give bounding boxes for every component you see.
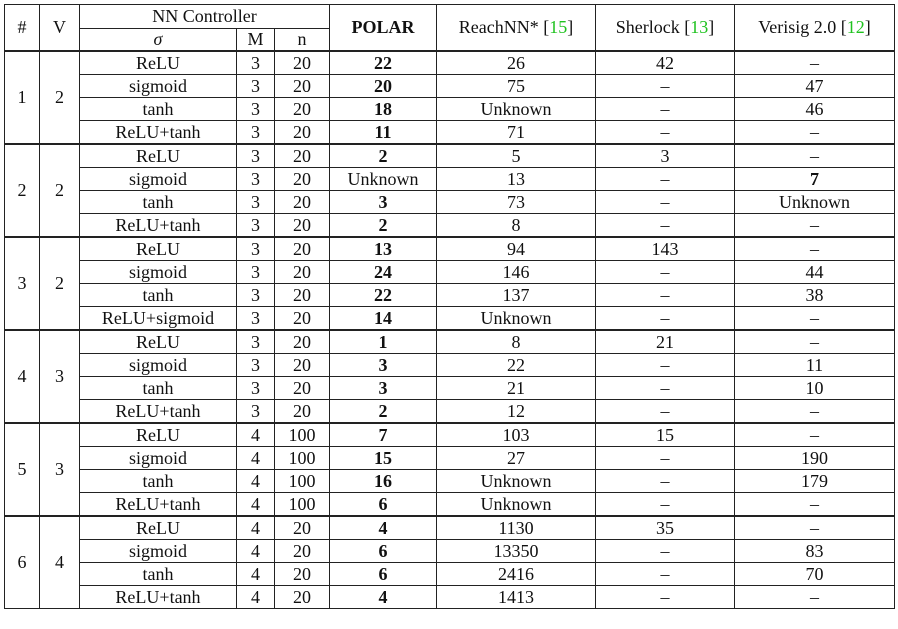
group-v-cell: 2	[40, 144, 80, 237]
polar-cell: 24	[330, 261, 437, 284]
verisig-cell: 46	[735, 98, 895, 121]
table-row	[5, 563, 895, 586]
table-row	[5, 354, 895, 377]
group-v-cell: 2	[40, 237, 80, 330]
polar-cell: 14	[330, 307, 437, 331]
verisig-cell: 83	[735, 540, 895, 563]
sherlock-cell: 21	[596, 330, 735, 354]
verisig-cell: 44	[735, 261, 895, 284]
polar-cell: 3	[330, 354, 437, 377]
polar-cell: 6	[330, 493, 437, 517]
verisig-cell: –	[735, 214, 895, 238]
table-row	[5, 261, 895, 284]
reachnn-cell: 75	[437, 75, 596, 98]
sigma-cell: tanh	[80, 377, 237, 400]
header-verisig	[735, 5, 895, 52]
verisig-cell: 190	[735, 447, 895, 470]
table-body	[5, 51, 895, 609]
verisig-cell: –	[735, 493, 895, 517]
n-cell: 20	[275, 144, 330, 168]
m-cell: 3	[237, 51, 275, 75]
reachnn-cell: 8	[437, 330, 596, 354]
polar-cell: 4	[330, 516, 437, 540]
m-cell: 3	[237, 330, 275, 354]
m-cell: 3	[237, 354, 275, 377]
verisig-cell: 7	[735, 168, 895, 191]
group-index-cell: 6	[5, 516, 40, 609]
table-row	[5, 121, 895, 145]
verisig-cell: 10	[735, 377, 895, 400]
m-cell: 4	[237, 540, 275, 563]
sigma-cell: ReLU	[80, 144, 237, 168]
m-cell: 3	[237, 284, 275, 307]
verisig-cell: –	[735, 423, 895, 447]
table-row	[5, 377, 895, 400]
polar-cell: 2	[330, 144, 437, 168]
polar-cell: 15	[330, 447, 437, 470]
n-cell: 100	[275, 447, 330, 470]
sherlock-cell: –	[596, 261, 735, 284]
sigma-cell: tanh	[80, 98, 237, 121]
sigma-cell: ReLU+tanh	[80, 214, 237, 238]
m-cell: 3	[237, 237, 275, 261]
verisig-cell: –	[735, 237, 895, 261]
verisig-cell: –	[735, 144, 895, 168]
verisig-cell: –	[735, 586, 895, 609]
sherlock-cell: –	[596, 447, 735, 470]
header-v: V	[40, 5, 80, 52]
n-cell: 20	[275, 75, 330, 98]
verisig-cell: 47	[735, 75, 895, 98]
reachnn-cell: 137	[437, 284, 596, 307]
m-cell: 3	[237, 75, 275, 98]
group-v-cell: 4	[40, 516, 80, 609]
verisig-cell: 179	[735, 470, 895, 493]
table-row	[5, 237, 895, 261]
sigma-cell: ReLU+tanh	[80, 493, 237, 517]
header-m: M	[237, 29, 275, 52]
sherlock-cell: –	[596, 586, 735, 609]
polar-cell: 20	[330, 75, 437, 98]
sigma-cell: ReLU	[80, 516, 237, 540]
sigma-cell: tanh	[80, 563, 237, 586]
sherlock-cell: 35	[596, 516, 735, 540]
sherlock-cell: 3	[596, 144, 735, 168]
m-cell: 3	[237, 214, 275, 238]
header-n: n	[275, 29, 330, 52]
reachnn-cell: Unknown	[437, 307, 596, 331]
sherlock-bracket: ]	[708, 17, 715, 37]
sherlock-cell: –	[596, 98, 735, 121]
polar-cell: 18	[330, 98, 437, 121]
polar-cell: 4	[330, 586, 437, 609]
sherlock-ref[interactable]: 13	[690, 17, 709, 37]
m-cell: 3	[237, 400, 275, 424]
m-cell: 3	[237, 191, 275, 214]
polar-cell: 2	[330, 214, 437, 238]
sherlock-cell: –	[596, 284, 735, 307]
table-row	[5, 586, 895, 609]
m-cell: 3	[237, 98, 275, 121]
polar-cell: 13	[330, 237, 437, 261]
sherlock-cell: –	[596, 191, 735, 214]
table-row	[5, 447, 895, 470]
verisig-cell: –	[735, 307, 895, 331]
sherlock-cell: –	[596, 354, 735, 377]
header-nn-controller: NN Controller	[80, 5, 330, 29]
m-cell: 3	[237, 377, 275, 400]
sigma-cell: tanh	[80, 284, 237, 307]
n-cell: 20	[275, 354, 330, 377]
polar-cell: Unknown	[330, 168, 437, 191]
n-cell: 20	[275, 51, 330, 75]
m-cell: 4	[237, 563, 275, 586]
reachnn-cell: 12	[437, 400, 596, 424]
verisig-bracket: ]	[864, 17, 871, 37]
verisig-cell: –	[735, 51, 895, 75]
reachnn-cell: Unknown	[437, 493, 596, 517]
sigma-cell: ReLU	[80, 237, 237, 261]
n-cell: 20	[275, 214, 330, 238]
sherlock-cell: –	[596, 540, 735, 563]
group-index-cell: 4	[5, 330, 40, 423]
reachnn-cell: 1130	[437, 516, 596, 540]
reachnn-cell: Unknown	[437, 470, 596, 493]
group-index-cell: 2	[5, 144, 40, 237]
n-cell: 20	[275, 540, 330, 563]
verisig-cell: –	[735, 516, 895, 540]
n-cell: 20	[275, 98, 330, 121]
polar-cell: 7	[330, 423, 437, 447]
sigma-cell: ReLU+tanh	[80, 121, 237, 145]
sigma-cell: sigmoid	[80, 261, 237, 284]
reachnn-cell: 146	[437, 261, 596, 284]
group-v-cell: 3	[40, 330, 80, 423]
header-polar: POLAR	[330, 5, 437, 52]
sigma-cell: tanh	[80, 191, 237, 214]
n-cell: 20	[275, 191, 330, 214]
polar-cell: 2	[330, 400, 437, 424]
n-cell: 20	[275, 284, 330, 307]
table-row	[5, 540, 895, 563]
verisig-cell: –	[735, 400, 895, 424]
table-row	[5, 191, 895, 214]
reachnn-ref[interactable]: 15	[549, 17, 568, 37]
table-container	[4, 4, 895, 609]
m-cell: 4	[237, 470, 275, 493]
sherlock-cell: –	[596, 307, 735, 331]
sigma-cell: sigmoid	[80, 354, 237, 377]
reachnn-cell: 21	[437, 377, 596, 400]
sherlock-cell: –	[596, 493, 735, 517]
header-reachnn	[437, 5, 596, 52]
group-index-cell: 3	[5, 237, 40, 330]
n-cell: 20	[275, 586, 330, 609]
header-index: #	[5, 5, 40, 52]
n-cell: 20	[275, 563, 330, 586]
sigma-cell: ReLU	[80, 423, 237, 447]
reachnn-cell: 71	[437, 121, 596, 145]
polar-cell: 11	[330, 121, 437, 145]
verisig-cell: 11	[735, 354, 895, 377]
verisig-cell: –	[735, 121, 895, 145]
sherlock-cell: –	[596, 377, 735, 400]
n-cell: 20	[275, 516, 330, 540]
m-cell: 4	[237, 423, 275, 447]
sherlock-cell: –	[596, 168, 735, 191]
table-row	[5, 516, 895, 540]
table-row	[5, 423, 895, 447]
table-row	[5, 470, 895, 493]
header-row-1	[5, 5, 895, 29]
reachnn-cell: 2416	[437, 563, 596, 586]
table-row	[5, 493, 895, 517]
n-cell: 20	[275, 121, 330, 145]
table-row	[5, 284, 895, 307]
table-row	[5, 330, 895, 354]
polar-cell: 3	[330, 377, 437, 400]
sherlock-cell: –	[596, 563, 735, 586]
sigma-cell: ReLU+tanh	[80, 400, 237, 424]
sherlock-cell: 15	[596, 423, 735, 447]
sherlock-cell: –	[596, 121, 735, 145]
table-row	[5, 307, 895, 331]
polar-cell: 3	[330, 191, 437, 214]
table-row	[5, 51, 895, 75]
m-cell: 3	[237, 144, 275, 168]
verisig-cell: –	[735, 330, 895, 354]
sigma-cell: ReLU	[80, 51, 237, 75]
n-cell: 100	[275, 423, 330, 447]
reachnn-bracket: ]	[567, 17, 574, 37]
reachnn-cell: 73	[437, 191, 596, 214]
verisig-ref[interactable]: 12	[846, 17, 865, 37]
sigma-cell: ReLU+sigmoid	[80, 307, 237, 331]
sigma-cell: sigmoid	[80, 447, 237, 470]
n-cell: 20	[275, 377, 330, 400]
group-v-cell: 3	[40, 423, 80, 516]
polar-cell: 6	[330, 540, 437, 563]
table-row	[5, 214, 895, 238]
sherlock-cell: –	[596, 400, 735, 424]
reachnn-cell: 94	[437, 237, 596, 261]
n-cell: 20	[275, 168, 330, 191]
table-row	[5, 400, 895, 424]
group-v-cell: 2	[40, 51, 80, 144]
polar-cell: 6	[330, 563, 437, 586]
m-cell: 4	[237, 586, 275, 609]
sigma-cell: sigmoid	[80, 540, 237, 563]
group-index-cell: 5	[5, 423, 40, 516]
sherlock-cell: –	[596, 470, 735, 493]
sherlock-cell: 143	[596, 237, 735, 261]
polar-cell: 16	[330, 470, 437, 493]
n-cell: 20	[275, 237, 330, 261]
reachnn-name: ReachNN* [	[458, 17, 550, 37]
reachnn-cell: 1413	[437, 586, 596, 609]
sigma-cell: sigmoid	[80, 75, 237, 98]
polar-cell: 1	[330, 330, 437, 354]
n-cell: 20	[275, 330, 330, 354]
m-cell: 4	[237, 493, 275, 517]
m-cell: 3	[237, 261, 275, 284]
sigma-cell: sigmoid	[80, 168, 237, 191]
reachnn-cell: 8	[437, 214, 596, 238]
n-cell: 100	[275, 493, 330, 517]
reachnn-cell: 22	[437, 354, 596, 377]
reachnn-cell: 26	[437, 51, 596, 75]
table-row	[5, 98, 895, 121]
m-cell: 4	[237, 447, 275, 470]
sherlock-cell: –	[596, 214, 735, 238]
reachnn-cell: 13	[437, 168, 596, 191]
polar-cell: 22	[330, 51, 437, 75]
reachnn-cell: 27	[437, 447, 596, 470]
n-cell: 20	[275, 307, 330, 331]
n-cell: 20	[275, 261, 330, 284]
verisig-cell: 38	[735, 284, 895, 307]
reachnn-cell: 13350	[437, 540, 596, 563]
m-cell: 4	[237, 516, 275, 540]
sherlock-name: Sherlock [	[615, 17, 691, 37]
reachnn-cell: 103	[437, 423, 596, 447]
m-cell: 3	[237, 168, 275, 191]
n-cell: 20	[275, 400, 330, 424]
reachnn-cell: 5	[437, 144, 596, 168]
sherlock-cell: 42	[596, 51, 735, 75]
sigma-cell: ReLU	[80, 330, 237, 354]
table-row	[5, 144, 895, 168]
verisig-cell: 70	[735, 563, 895, 586]
verisig-cell: Unknown	[735, 191, 895, 214]
verisig-name: Verisig 2.0 [	[758, 17, 847, 37]
table-row	[5, 168, 895, 191]
reachnn-cell: Unknown	[437, 98, 596, 121]
results-table	[4, 4, 895, 609]
sherlock-cell: –	[596, 75, 735, 98]
m-cell: 3	[237, 307, 275, 331]
header-sigma: σ	[80, 29, 237, 52]
table-row	[5, 75, 895, 98]
sigma-cell: tanh	[80, 470, 237, 493]
polar-cell: 22	[330, 284, 437, 307]
header-sherlock	[596, 5, 735, 52]
group-index-cell: 1	[5, 51, 40, 144]
m-cell: 3	[237, 121, 275, 145]
n-cell: 100	[275, 470, 330, 493]
sigma-cell: ReLU+tanh	[80, 586, 237, 609]
